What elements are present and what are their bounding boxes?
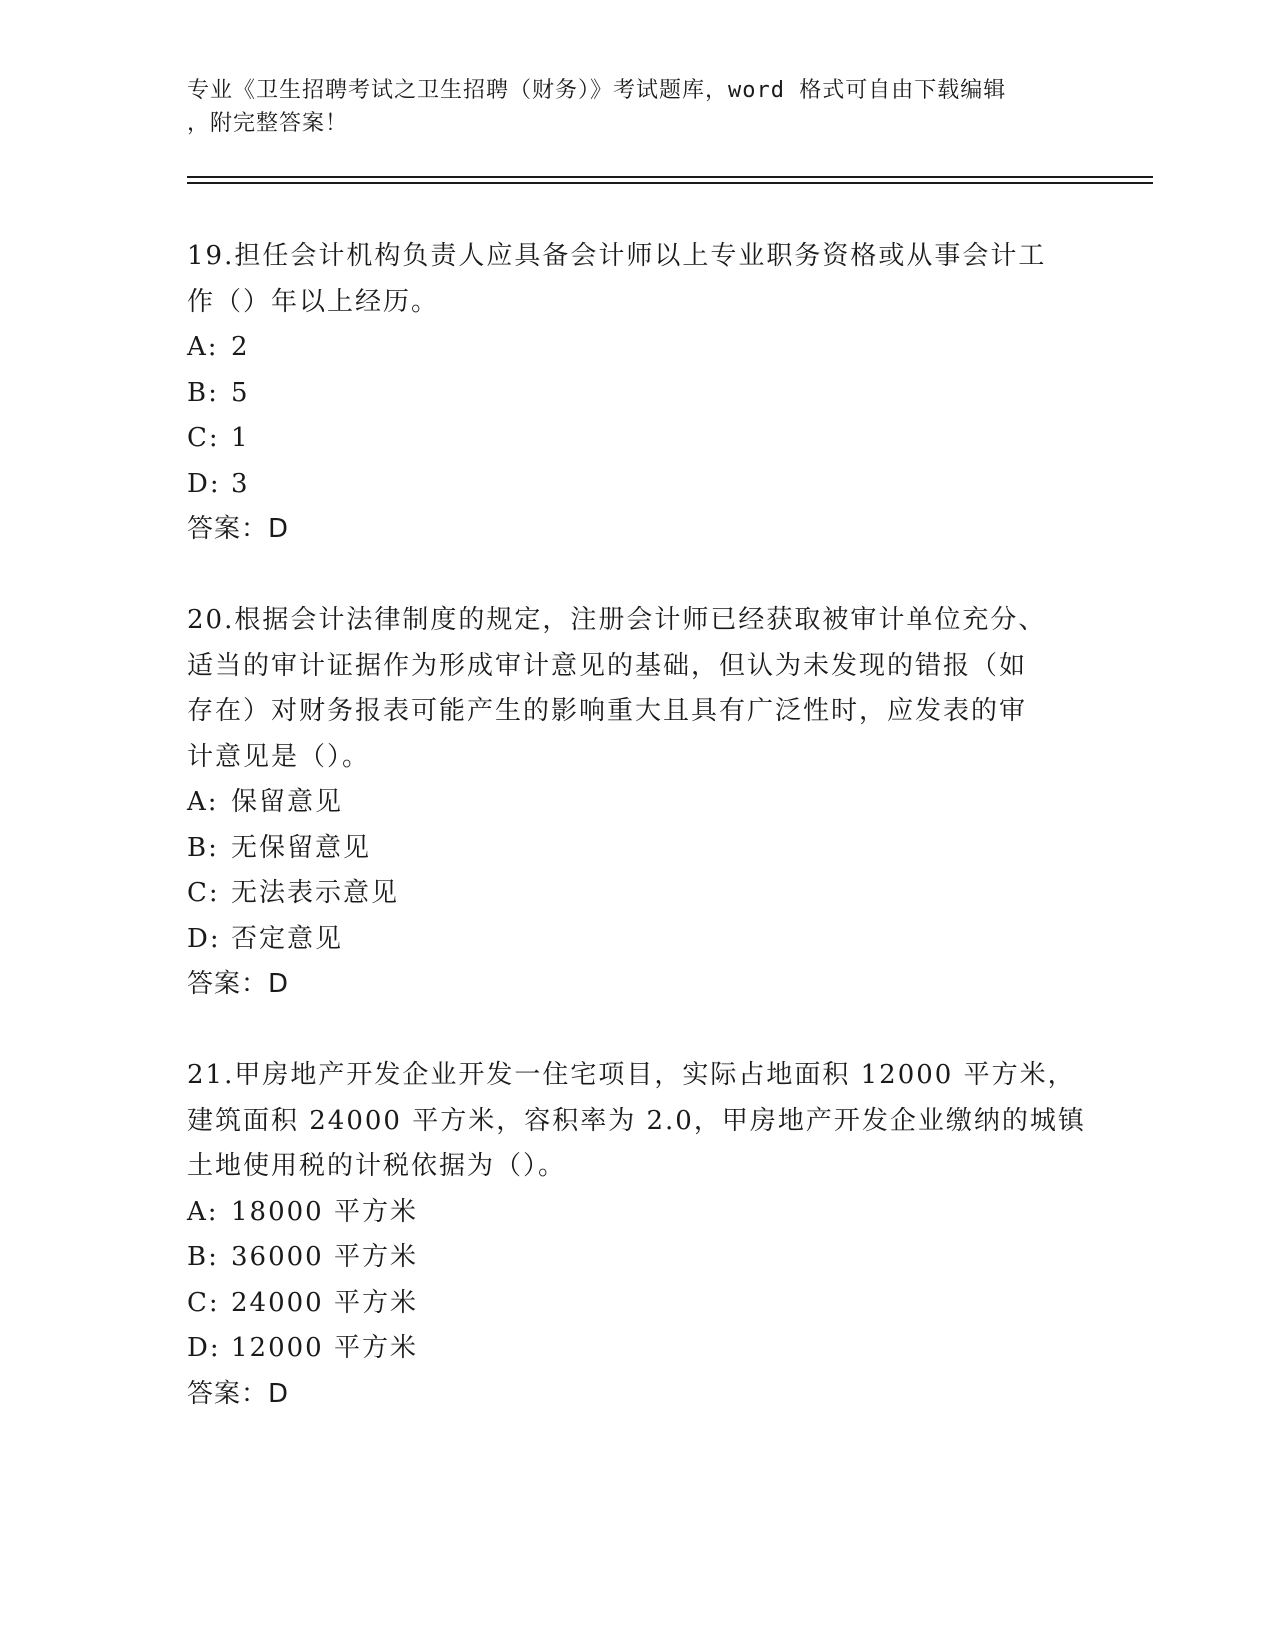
option-letter: B: (187, 1242, 219, 1272)
header-divider-top (187, 176, 1153, 178)
option-text: 无法表示意见 (231, 878, 400, 908)
option-letter: D: (187, 923, 221, 954)
option-d (187, 1326, 1087, 1372)
option-list (187, 780, 1087, 962)
option-a (187, 780, 1087, 826)
option-letter: D: (187, 468, 221, 499)
option-d (187, 462, 1087, 508)
stem-line: 19.担任会计机构负责人应具备会计师以上专业职务资格或从事会计工 (187, 241, 1047, 271)
question-stem (187, 1053, 1087, 1190)
stem-line: 适当的审计证据作为形成审计意见的基础，但认为未发现的错报（如 (187, 650, 1028, 681)
document-header (187, 74, 1087, 140)
option-a (187, 325, 1087, 371)
option-b (187, 826, 1087, 872)
stem-line: 存在）对财务报表可能产生的影响重大且具有广泛性时，应发表的审 (187, 696, 1028, 726)
option-a (187, 1190, 1087, 1236)
option-b (187, 1235, 1087, 1281)
option-d (187, 917, 1087, 963)
option-text: 保留意见 (231, 787, 344, 817)
option-list (187, 325, 1087, 507)
stem-line: 作（）年以上经历。 (187, 286, 440, 317)
stem-line: 土地使用税的计税依据为（）。 (187, 1151, 567, 1181)
option-letter: C: (187, 423, 220, 453)
answer-line: 答案：D (187, 514, 290, 544)
question-20 (187, 598, 1087, 1008)
stem-line: 20.根据会计法律制度的规定，注册会计师已经获取被审计单位充分、 (187, 605, 1047, 635)
option-text: 5 (231, 377, 250, 408)
option-text: 无保留意见 (231, 832, 372, 863)
option-letter: B: (187, 832, 219, 863)
question-stem (187, 598, 1087, 780)
question-21 (187, 1053, 1087, 1417)
header-line: ，附完整答案！ (187, 111, 349, 136)
option-b (187, 371, 1087, 417)
option-text: 3 (231, 468, 250, 499)
answer-line: 答案：D (187, 1378, 290, 1409)
option-text: 18000 平方米 (231, 1196, 418, 1227)
question-19 (187, 234, 1087, 553)
option-text: 1 (231, 423, 250, 453)
option-text: 36000 平方米 (231, 1242, 418, 1272)
answer-line: 答案：D (187, 969, 290, 999)
stem-line: 21.甲房地产开发企业开发一住宅项目，实际占地面积 12000 平方米， (187, 1060, 1076, 1090)
option-text: 12000 平方米 (231, 1333, 418, 1363)
stem-line: 计意见是（）。 (187, 741, 371, 772)
option-c (187, 1281, 1087, 1327)
option-letter: C: (187, 1287, 220, 1318)
header-line: 专业《卫生招聘考试之卫生招聘（财务）》考试题库，word 格式可自由下载编辑 (187, 78, 1007, 103)
option-letter: C: (187, 878, 220, 908)
header-divider-bottom (187, 182, 1153, 184)
option-letter: A: (187, 1196, 219, 1227)
option-text: 24000 平方米 (231, 1287, 418, 1318)
option-list (187, 1190, 1087, 1372)
option-text: 否定意见 (231, 923, 344, 954)
option-letter: B: (187, 377, 219, 408)
option-text: 2 (231, 332, 250, 362)
stem-line: 建筑面积 24000 平方米，容积率为 2.0，甲房地产开发企业缴纳的城镇 (187, 1105, 1086, 1136)
option-letter: A: (187, 787, 219, 817)
option-c (187, 871, 1087, 917)
option-letter: A: (187, 332, 219, 362)
question-stem (187, 234, 1087, 325)
option-letter: D: (187, 1333, 221, 1363)
option-c (187, 416, 1087, 462)
